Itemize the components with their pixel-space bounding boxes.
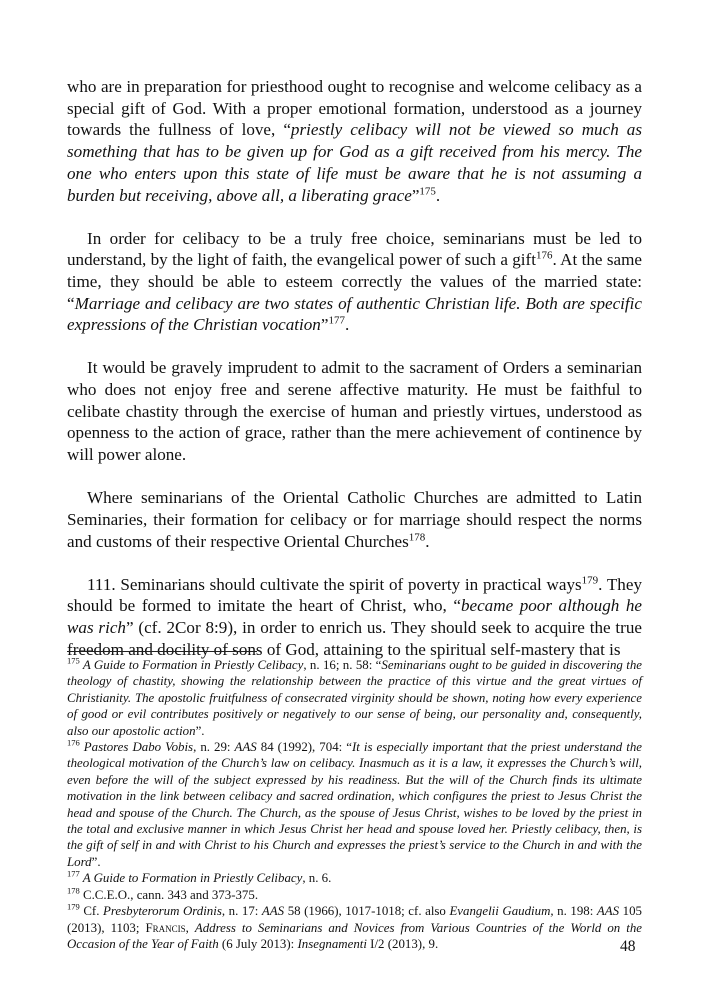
text-run: who are in preparation for priesthood ought to recognise and welcome celibacy as a special gift of God. With a proper emotional formation, understood as a journey towards the fullness of love, “ bbox=[67, 77, 642, 140]
text-run: . bbox=[425, 531, 430, 551]
footnote-ref-175[interactable]: 175 bbox=[419, 184, 436, 197]
footnote-176 bbox=[67, 739, 642, 870]
text-run: Cf. bbox=[79, 904, 103, 919]
text-run: , n. 29: bbox=[193, 740, 235, 755]
body-text bbox=[67, 76, 642, 660]
text-run: 58 (1966), 1017-1018; cf. also bbox=[284, 904, 450, 919]
footnote-179 bbox=[67, 903, 642, 952]
quotation-italic: Seminarians ought to be guided in discovering the theology of chastity, showing the relationship between the practice of this virtue and the great virtues of Christianity. The apostolic fruitfulness of consecrated virginity should be shown, noting how every experience of good or evil contributes positively or negatively to our sense of being, our personality and, consequently, also our apostolic action bbox=[67, 658, 642, 738]
text-run: In order for celibacy to be a truly free choice, seminarians must be led to understand, by the light of faith, the evangelical power of such a gift bbox=[67, 228, 642, 270]
text-run: ”. bbox=[91, 854, 101, 869]
footnote-number: 179 bbox=[67, 901, 80, 912]
text-run: 111. Seminarians should cultivate the spirit of poverty in practical ways bbox=[87, 574, 582, 594]
footnote-ref-176[interactable]: 176 bbox=[536, 249, 553, 262]
quotation-italic: Marriage and celibacy are two states of authentic Christian life. Both are specific expressions of the Christian vocation bbox=[67, 293, 642, 335]
text-run: ” (cf. 2Cor 8:9), in order to enrich us. They should seek to acquire the true freedom and docility of sons of God, attaining to the spiritual self-mastery that is bbox=[67, 617, 642, 659]
footnote-number: 178 bbox=[67, 885, 80, 896]
author-name: Francis bbox=[145, 920, 186, 935]
quotation-italic: priestly celibacy will not be viewed so much as something that has to be given up for God as a gift received from his mercy. The one who enters upon this state of life must be aware that he is not assuming a burden but receiving, above all, a liberating grace bbox=[67, 120, 642, 205]
text-run: 105 (2013), 1103; bbox=[67, 904, 642, 935]
citation-title: AAS bbox=[261, 904, 285, 919]
text-run: 84 (1992), 704: “ bbox=[256, 740, 352, 755]
footnote-separator bbox=[67, 651, 257, 652]
page-number: 48 bbox=[620, 938, 636, 955]
citation-title: AAS bbox=[596, 904, 620, 919]
paragraph-celibacy-gift bbox=[67, 76, 642, 206]
footnote-178 bbox=[67, 887, 642, 903]
text-run: . At the same time, they should be able to esteem correctly the values of the married state: “ bbox=[67, 250, 642, 313]
footnote-177 bbox=[67, 870, 642, 886]
text-run: , bbox=[185, 920, 195, 935]
footnote-175 bbox=[67, 657, 642, 739]
footnote-number: 175 bbox=[67, 655, 80, 666]
citation-title: Pastores Dabo Vobis bbox=[79, 740, 194, 755]
text-run: ” bbox=[320, 315, 329, 335]
text-run: C.C.E.O., cann. 343 and 373-375. bbox=[79, 887, 259, 902]
citation-title: Presbyterorum Ordinis bbox=[103, 904, 222, 919]
text-run: n. 198: bbox=[553, 904, 597, 919]
footnote-ref-177[interactable]: 177 bbox=[328, 314, 345, 327]
citation-title: A Guide to Formation in Priestly Celibacy bbox=[79, 658, 304, 672]
footnote-number: 176 bbox=[67, 737, 80, 748]
text-run: (6 July 2013): bbox=[218, 936, 298, 951]
text-run: Where seminarians of the Oriental Catholic Churches are admitted to Latin Seminaries, their formation for celibacy or for marriage should respect the norms and customs of their respective Oriental Churches bbox=[67, 488, 642, 551]
citation-title: AAS bbox=[234, 740, 257, 755]
text-run: . bbox=[344, 315, 350, 335]
text-run: I/2 (2013), 9. bbox=[366, 936, 439, 951]
text-run: . They should be formed to imitate the heart of Christ, who, “ bbox=[67, 574, 642, 616]
text-run: , n. 17: bbox=[221, 904, 262, 919]
text-run: , n. 6. bbox=[302, 871, 332, 886]
footnote-number: 177 bbox=[67, 868, 80, 879]
paragraph-111-poverty bbox=[67, 574, 642, 661]
quotation-italic: It is especially important that the priest understand the theological motivation of the Church’s law on celibacy. Inasmuch as it is a law, it expresses the Church’s will, even before the will of the subject expressed by his readiness. But the will of the Church finds its ultimate motivation in the link between celibacy and sacred ordination, which configures the priest to Jesus Christ the head and spouse of the Church. The Church, as the spouse of Jesus Christ, wishes to be loved by the priest in the total and exclusive manner in which Jesus Christ her head and spouse loved her. Priestly celibacy, then, is the gift of self in and with Christ to his Church and expresses the priest’s service to the Church in and with the Lord bbox=[67, 740, 643, 869]
footnote-ref-179[interactable]: 179 bbox=[581, 573, 599, 586]
citation-title: Address to Seminarians and Novices from Various Countries of the World on the Occasion of the Year of Faith bbox=[67, 920, 642, 951]
text-run: ” bbox=[411, 185, 420, 205]
text-run: , n. 16; n. 58: “ bbox=[303, 658, 382, 672]
paragraph-free-choice bbox=[67, 228, 642, 337]
footnotes bbox=[67, 657, 642, 952]
citation-title: A Guide to Formation in Priestly Celibacy bbox=[79, 871, 303, 886]
citation-title: Insegnamenti bbox=[297, 936, 367, 951]
quotation-italic: became poor although he was rich bbox=[67, 596, 642, 637]
citation-title: Evangelii Gaudium, bbox=[449, 904, 554, 919]
paragraph-oriental-churches bbox=[67, 487, 642, 552]
text-run: . bbox=[435, 185, 441, 205]
paragraph-affective-maturity: It would be gravely imprudent to admit to the sacrament of Orders a seminarian who does not enjoy free and serene affective maturity. He must be faithful to celibate chastity through the exercise of human and priestly virtues, understood as openness to the action of grace, rather than the mere achievement of continence by will power alone. bbox=[67, 358, 642, 465]
text-run: ”. bbox=[195, 723, 205, 738]
footnote-ref-178[interactable]: 178 bbox=[408, 530, 426, 543]
